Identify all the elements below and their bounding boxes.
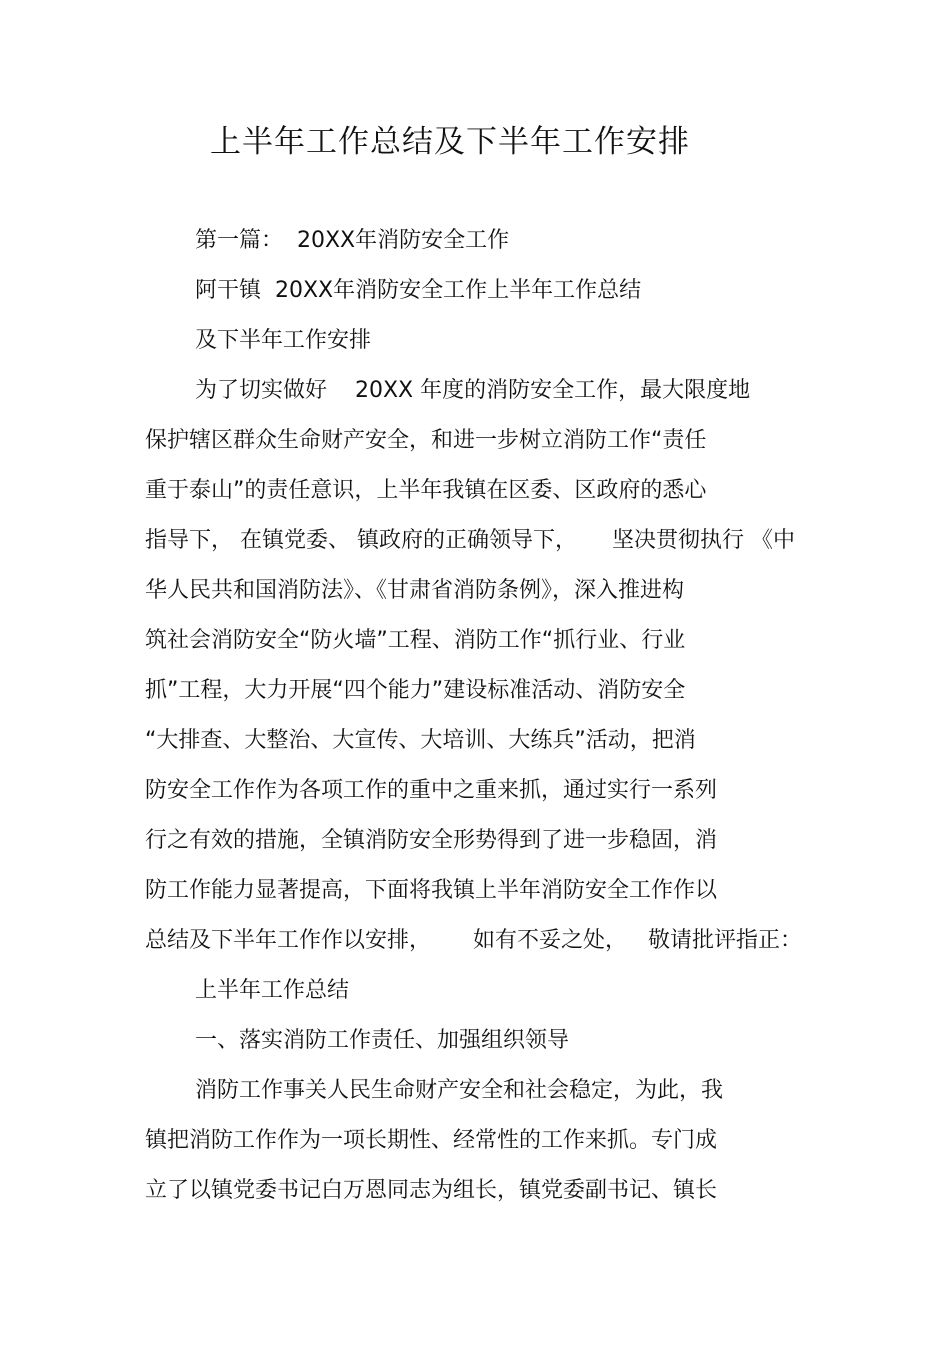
section-heading: 上半年工作总结	[195, 978, 350, 1003]
subtitle-line-2: 及下半年工作安排	[195, 328, 372, 353]
subtitle-line-1: 阿干镇 20XX年消防安全工作上半年工作总结	[195, 278, 642, 303]
paragraph-line: 总结及下半年工作作以安排， 如有不妥之处， 敬请批评指正：	[145, 928, 802, 953]
paragraph-line: 抓”工程，大力开展“四个能力”建设标准活动、消防安全	[145, 678, 686, 703]
subsection-heading: 一、落实消防工作责任、加强组织领导	[195, 1028, 570, 1053]
paragraph-line: 防安全工作作为各项工作的重中之重来抓，通过实行一系列	[145, 778, 718, 803]
document-title: 上半年工作总结及下半年工作安排	[210, 124, 690, 160]
paragraph-line: 立了以镇党委书记白万恩同志为组长，镇党委副书记、镇长	[145, 1178, 718, 1203]
paragraph-line: 重于泰山”的责任意识，上半年我镇在区委、区政府的悉心	[145, 478, 707, 503]
paragraph-line: 镇把消防工作作为一项长期性、经常性的工作来抓。专门成	[145, 1128, 718, 1153]
paragraph-line: 华人民共和国消防法》、《甘肃省消防条例》，深入推进构	[145, 578, 685, 603]
paragraph-line: 指导下， 在镇党委、 镇政府的正确领导下， 坚决贯彻执行 《中	[145, 528, 795, 553]
paragraph-line: 保护辖区群众生命财产安全，和进一步树立消防工作“责任	[145, 428, 707, 453]
paragraph-line: 行之有效的措施，全镇消防安全形势得到了进一步稳固，消	[145, 828, 718, 853]
paragraph-line: 防工作能力显著提高，下面将我镇上半年消防安全工作作以	[145, 878, 718, 903]
paragraph-line: 消防工作事关人民生命财产安全和社会稳定，为此，我	[195, 1078, 724, 1103]
paragraph-line: 为了切实做好 20XX 年度的消防安全工作，最大限度地	[195, 378, 751, 403]
paragraph-line: 筑社会消防安全“防火墙”工程、消防工作“抓行业、行业	[145, 628, 686, 653]
paragraph-line: “大排查、大整治、大宣传、大培训、大练兵”活动，把消	[145, 728, 696, 753]
heading-part-one: 第一篇： 20XX年消防安全工作	[195, 228, 510, 253]
